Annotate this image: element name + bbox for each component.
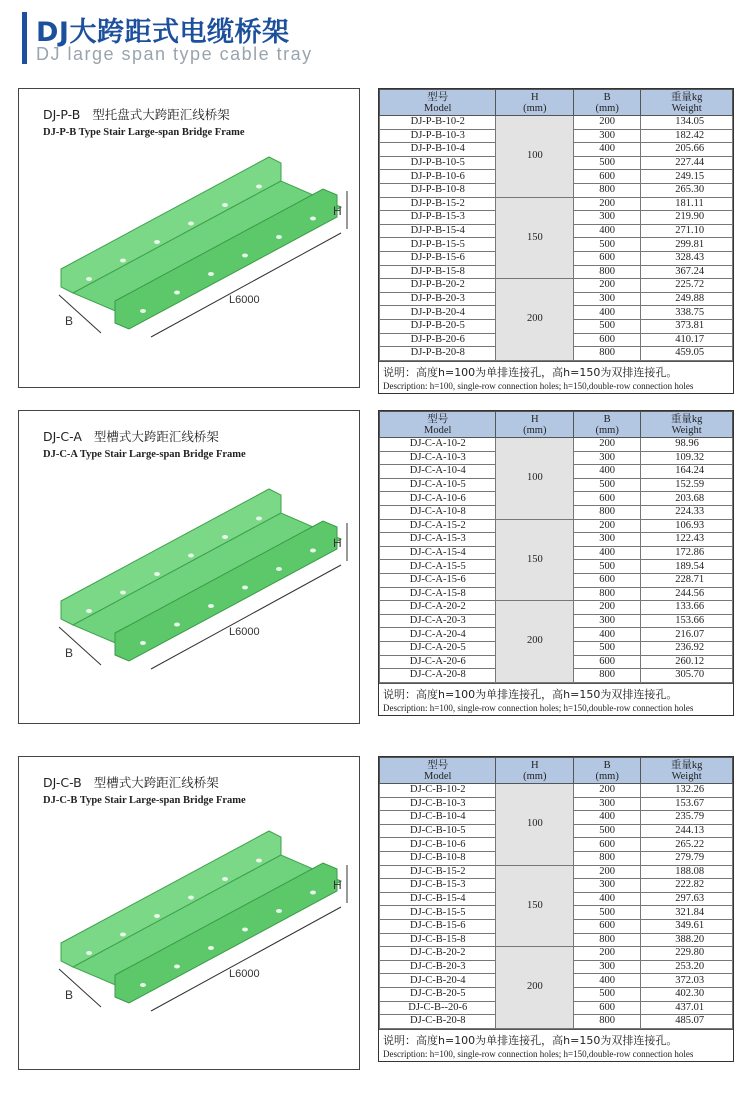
width-cell: 800: [574, 933, 641, 947]
product-name-cn: 型槽式大跨距汇线桥架: [93, 775, 219, 790]
model-cell: DJ-C-B-10-4: [380, 811, 496, 825]
header-line: Model: [424, 770, 452, 782]
width-cell: 500: [574, 560, 641, 574]
header-line: 重量kg: [670, 759, 703, 771]
header-line: Model: [424, 424, 452, 436]
model-cell: DJ-P-B-20-2: [380, 279, 496, 293]
cable-tray-drawing: [19, 89, 359, 387]
spec-table: [379, 411, 733, 683]
height-cell: 100: [496, 784, 574, 866]
weight-cell: 244.56: [641, 587, 733, 601]
width-cell: 300: [574, 533, 641, 547]
header-line: Weight: [671, 102, 702, 114]
weight-cell: 98.96: [641, 438, 733, 452]
connection-hole: [208, 946, 214, 950]
width-cell: 200: [574, 865, 641, 879]
col-weight-header: [641, 412, 733, 438]
weight-cell: 133.66: [641, 601, 733, 615]
width-cell: 300: [574, 797, 641, 811]
col-model-header: [380, 758, 496, 784]
connection-hole: [188, 896, 194, 900]
width-cell: 300: [574, 129, 641, 143]
connection-hole: [174, 623, 180, 627]
spec-table: [379, 89, 733, 361]
weight-cell: 153.66: [641, 614, 733, 628]
table-row: [380, 601, 733, 615]
width-cell: 600: [574, 919, 641, 933]
connection-hole: [242, 928, 248, 932]
connection-hole: [120, 259, 126, 263]
weight-cell: 182.42: [641, 129, 733, 143]
col-weight-header: [641, 758, 733, 784]
weight-cell: 349.61: [641, 919, 733, 933]
weight-cell: 122.43: [641, 533, 733, 547]
model-cell: DJ-C-B-15-4: [380, 892, 496, 906]
width-cell: 200: [574, 279, 641, 293]
connection-hole: [222, 203, 228, 207]
width-cell: 600: [574, 655, 641, 669]
page-title: DJ大跨距式电缆桥架: [36, 17, 290, 48]
model-cell: DJ-P-B-10-8: [380, 183, 496, 197]
header-line: H: [531, 759, 539, 771]
model-cell: DJ-P-B-10-3: [380, 129, 496, 143]
weight-cell: 459.05: [641, 347, 733, 361]
product-name-en: DJ-C-A Type Stair Large-span Bridge Frame: [43, 449, 246, 460]
table-row: [380, 438, 733, 452]
width-cell: 200: [574, 519, 641, 533]
width-label: B: [65, 314, 74, 328]
width-cell: 300: [574, 614, 641, 628]
header-line: H: [531, 413, 539, 425]
table-row: [380, 519, 733, 533]
connection-hole: [154, 572, 160, 576]
width-cell: 200: [574, 784, 641, 798]
weight-cell: 189.54: [641, 560, 733, 574]
width-cell: 300: [574, 879, 641, 893]
weight-cell: 132.26: [641, 784, 733, 798]
weight-cell: 279.79: [641, 851, 733, 865]
model-cell: DJ-P-B-15-5: [380, 238, 496, 252]
model-cell: DJ-C-B-20-2: [380, 947, 496, 961]
model-cell: DJ-C-B-20-3: [380, 960, 496, 974]
height-cell: 200: [496, 601, 574, 683]
width-cell: 500: [574, 238, 641, 252]
header-line: H: [531, 91, 539, 103]
width-cell: 200: [574, 438, 641, 452]
connection-hole: [188, 554, 194, 558]
width-cell: 300: [574, 211, 641, 225]
connection-hole: [276, 235, 282, 239]
width-cell: 800: [574, 505, 641, 519]
width-cell: 800: [574, 851, 641, 865]
model-cell: DJ-C-A-15-2: [380, 519, 496, 533]
note-cn: 说明：高度h=100为单排连接孔，高h=150为双排连接孔。: [383, 365, 678, 379]
weight-cell: 305.70: [641, 669, 733, 683]
table-header-row: [380, 90, 733, 116]
model-cell: DJ-C-A-20-3: [380, 614, 496, 628]
width-cell: 400: [574, 546, 641, 560]
model-cell: DJ-C-B-15-8: [380, 933, 496, 947]
model-cell: DJ-C-A-10-4: [380, 465, 496, 479]
model-cell: DJ-C-B-20-4: [380, 974, 496, 988]
weight-cell: 164.24: [641, 465, 733, 479]
connection-hole: [222, 877, 228, 881]
product-frame-dj-c-b: [18, 756, 360, 1070]
product-frame-dj-c-a: [18, 410, 360, 724]
height-cell: 150: [496, 197, 574, 279]
width-cell: 400: [574, 892, 641, 906]
col-h-header: [496, 90, 574, 116]
model-cell: DJ-C-A-15-3: [380, 533, 496, 547]
weight-cell: 219.90: [641, 211, 733, 225]
note-en: Description: h=100, single-row connection holes; h=150,double-row connection holes: [383, 1048, 694, 1059]
weight-cell: 249.88: [641, 292, 733, 306]
connection-hole: [86, 277, 92, 281]
cable-tray-drawing: [19, 411, 359, 723]
height-cell: 200: [496, 947, 574, 1029]
connection-hole: [140, 641, 146, 645]
model-cell: DJ-P-B-20-3: [380, 292, 496, 306]
width-cell: 800: [574, 1015, 641, 1029]
connection-hole: [310, 891, 316, 895]
length-label: L6000: [229, 294, 260, 306]
model-cell: DJ-C-A-10-6: [380, 492, 496, 506]
width-cell: 600: [574, 251, 641, 265]
model-cell: DJ-P-B-10-5: [380, 156, 496, 170]
width-label: B: [65, 646, 74, 660]
weight-cell: 253.20: [641, 960, 733, 974]
width-cell: 200: [574, 197, 641, 211]
weight-cell: 373.81: [641, 319, 733, 333]
col-b-header: [574, 412, 641, 438]
model-cell: DJ-C-B-10-5: [380, 824, 496, 838]
header-line: 重量kg: [670, 413, 703, 425]
model-cell: DJ-P-B-10-6: [380, 170, 496, 184]
spec-table: [379, 757, 733, 1029]
header-line: 型号: [427, 759, 449, 771]
weight-cell: 134.05: [641, 116, 733, 130]
table-header-row: [380, 412, 733, 438]
model-cell: DJ-C-B-15-5: [380, 906, 496, 920]
model-cell: DJ-C-B-15-3: [380, 879, 496, 893]
width-cell: 400: [574, 306, 641, 320]
col-h-header: [496, 758, 574, 784]
connection-hole: [256, 185, 262, 189]
weight-cell: 227.44: [641, 156, 733, 170]
height-cell: 100: [496, 438, 574, 520]
weight-cell: 260.12: [641, 655, 733, 669]
length-label: L6000: [229, 626, 260, 638]
table-row: [380, 116, 733, 130]
product-frame-dj-p-b: [18, 88, 360, 388]
height-label: H: [333, 536, 342, 550]
connection-hole: [222, 535, 228, 539]
weight-cell: 228.71: [641, 573, 733, 587]
model-cell: DJ-C-A-15-6: [380, 573, 496, 587]
model-cell: DJ-P-B-10-4: [380, 143, 496, 157]
model-cell: DJ-C-A-15-5: [380, 560, 496, 574]
model-cell: DJ-C-B-10-2: [380, 784, 496, 798]
weight-cell: 402.30: [641, 987, 733, 1001]
weight-cell: 216.07: [641, 628, 733, 642]
col-b-header: [574, 90, 641, 116]
col-h-header: [496, 412, 574, 438]
note-cn: 说明：高度h=100为单排连接孔，高h=150为双排连接孔。: [383, 1033, 678, 1047]
model-cell: DJ-C-A-10-3: [380, 451, 496, 465]
width-cell: 300: [574, 292, 641, 306]
width-cell: 500: [574, 906, 641, 920]
header-line: 型号: [427, 91, 449, 103]
weight-cell: 299.81: [641, 238, 733, 252]
width-cell: 500: [574, 987, 641, 1001]
table-row: [380, 865, 733, 879]
table-row: [380, 947, 733, 961]
model-cell: DJ-P-B-10-2: [380, 116, 496, 130]
width-cell: 400: [574, 143, 641, 157]
product-code: DJ-P-B: [43, 107, 81, 122]
header-line: B: [603, 91, 611, 103]
width-cell: 300: [574, 451, 641, 465]
header-line: (mm): [595, 770, 619, 782]
spec-table-dj-p-b: [378, 88, 734, 394]
table-note: [379, 361, 733, 393]
width-cell: 500: [574, 641, 641, 655]
width-cell: 200: [574, 116, 641, 130]
width-cell: 500: [574, 824, 641, 838]
weight-cell: 172.86: [641, 546, 733, 560]
product-name-cn: 型槽式大跨距汇线桥架: [93, 429, 219, 444]
spec-table-dj-c-b: [378, 756, 734, 1062]
product-name-en: DJ-P-B Type Stair Large-span Bridge Frame: [43, 127, 245, 138]
connection-hole: [310, 549, 316, 553]
col-model-header: [380, 412, 496, 438]
model-cell: DJ-C-A-20-5: [380, 641, 496, 655]
width-cell: 800: [574, 587, 641, 601]
model-cell: DJ-C-A-10-8: [380, 505, 496, 519]
model-cell: DJ-C-A-20-2: [380, 601, 496, 615]
model-cell: DJ-C-A-15-4: [380, 546, 496, 560]
model-cell: DJ-C-B-10-3: [380, 797, 496, 811]
model-cell: DJ-P-B-20-6: [380, 333, 496, 347]
product-name-cn: 型托盘式大跨距汇线桥架: [92, 107, 230, 122]
note-en: Description: h=100, single-row connection holes; h=150,double-row connection holes: [383, 702, 694, 713]
header-line: (mm): [595, 102, 619, 114]
width-cell: 200: [574, 601, 641, 615]
connection-hole: [242, 254, 248, 258]
connection-hole: [86, 951, 92, 955]
note-cn: 说明：高度h=100为单排连接孔，高h=150为双排连接孔。: [383, 687, 678, 701]
model-cell: DJ-P-B-15-3: [380, 211, 496, 225]
connection-hole: [154, 240, 160, 244]
connection-hole: [256, 517, 262, 521]
height-cell: 150: [496, 519, 574, 601]
weight-cell: 188.08: [641, 865, 733, 879]
spec-table-dj-c-a: [378, 410, 734, 716]
weight-cell: 109.32: [641, 451, 733, 465]
weight-cell: 321.84: [641, 906, 733, 920]
table-note: [379, 1029, 733, 1061]
connection-hole: [256, 859, 262, 863]
width-cell: 500: [574, 319, 641, 333]
weight-cell: 236.92: [641, 641, 733, 655]
width-label: B: [65, 988, 74, 1002]
model-cell: DJ-P-B-20-5: [380, 319, 496, 333]
table-note: [379, 683, 733, 715]
connection-hole: [174, 291, 180, 295]
model-cell: DJ-P-B-20-4: [380, 306, 496, 320]
weight-cell: 153.67: [641, 797, 733, 811]
note-en: Description: h=100, single-row connection holes; h=150,double-row connection holes: [383, 380, 694, 391]
col-weight-header: [641, 90, 733, 116]
connection-hole: [310, 217, 316, 221]
width-cell: 500: [574, 478, 641, 492]
weight-cell: 181.11: [641, 197, 733, 211]
width-cell: 300: [574, 960, 641, 974]
model-cell: DJ-C-A-20-6: [380, 655, 496, 669]
model-cell: DJ-P-B-15-2: [380, 197, 496, 211]
width-cell: 800: [574, 265, 641, 279]
model-cell: DJ-C-A-10-2: [380, 438, 496, 452]
connection-hole: [208, 604, 214, 608]
model-cell: DJ-P-B-15-4: [380, 224, 496, 238]
model-cell: DJ-C-A-20-8: [380, 669, 496, 683]
page-subtitle: DJ large span type cable tray: [36, 44, 313, 64]
weight-cell: 222.82: [641, 879, 733, 893]
weight-cell: 152.59: [641, 478, 733, 492]
model-cell: DJ-C-B--20-6: [380, 1001, 496, 1015]
weight-cell: 229.80: [641, 947, 733, 961]
product-code: DJ-C-B: [43, 775, 82, 790]
weight-cell: 265.22: [641, 838, 733, 852]
width-cell: 400: [574, 224, 641, 238]
header-line: (mm): [523, 770, 547, 782]
model-cell: DJ-C-B-20-5: [380, 987, 496, 1001]
col-model-header: [380, 90, 496, 116]
header-line: (mm): [595, 424, 619, 436]
table-row: [380, 784, 733, 798]
connection-hole: [174, 965, 180, 969]
connection-hole: [276, 909, 282, 913]
header-line: Model: [424, 102, 452, 114]
header-line: (mm): [523, 424, 547, 436]
weight-cell: 224.33: [641, 505, 733, 519]
weight-cell: 338.75: [641, 306, 733, 320]
height-cell: 150: [496, 865, 574, 947]
model-cell: DJ-P-B-20-8: [380, 347, 496, 361]
connection-hole: [120, 933, 126, 937]
connection-hole: [86, 609, 92, 613]
header-line: Weight: [671, 424, 702, 436]
weight-cell: 410.17: [641, 333, 733, 347]
table-header-row: [380, 758, 733, 784]
col-b-header: [574, 758, 641, 784]
connection-hole: [188, 222, 194, 226]
connection-hole: [140, 983, 146, 987]
table-row: [380, 279, 733, 293]
weight-cell: 297.63: [641, 892, 733, 906]
weight-cell: 265.30: [641, 183, 733, 197]
height-cell: 100: [496, 116, 574, 198]
connection-hole: [208, 272, 214, 276]
connection-hole: [154, 914, 160, 918]
height-label: H: [333, 878, 342, 892]
width-cell: 800: [574, 183, 641, 197]
header-line: (mm): [523, 102, 547, 114]
width-cell: 600: [574, 170, 641, 184]
table-row: [380, 197, 733, 211]
width-cell: 400: [574, 974, 641, 988]
weight-cell: 205.66: [641, 143, 733, 157]
width-cell: 200: [574, 947, 641, 961]
model-cell: DJ-C-B-10-6: [380, 838, 496, 852]
cable-tray-drawing: [19, 757, 359, 1069]
width-cell: 800: [574, 347, 641, 361]
width-cell: 400: [574, 628, 641, 642]
weight-cell: 372.03: [641, 974, 733, 988]
width-cell: 400: [574, 465, 641, 479]
header-line: Weight: [671, 770, 702, 782]
model-cell: DJ-P-B-15-8: [380, 265, 496, 279]
model-cell: DJ-C-A-10-5: [380, 478, 496, 492]
model-cell: DJ-P-B-15-6: [380, 251, 496, 265]
weight-cell: 203.68: [641, 492, 733, 506]
weight-cell: 244.13: [641, 824, 733, 838]
product-code: DJ-C-A: [43, 429, 82, 444]
width-cell: 600: [574, 573, 641, 587]
weight-cell: 225.72: [641, 279, 733, 293]
header-line: B: [603, 759, 611, 771]
width-cell: 600: [574, 492, 641, 506]
model-cell: DJ-C-B-20-8: [380, 1015, 496, 1029]
connection-hole: [276, 567, 282, 571]
weight-cell: 106.93: [641, 519, 733, 533]
width-cell: 600: [574, 838, 641, 852]
width-cell: 400: [574, 811, 641, 825]
weight-cell: 235.79: [641, 811, 733, 825]
header-line: 型号: [427, 413, 449, 425]
weight-cell: 485.07: [641, 1015, 733, 1029]
model-cell: DJ-C-A-20-4: [380, 628, 496, 642]
title-accent-bar: [22, 12, 27, 64]
header-line: B: [603, 413, 611, 425]
weight-cell: 437.01: [641, 1001, 733, 1015]
width-cell: 600: [574, 333, 641, 347]
connection-hole: [120, 591, 126, 595]
length-label: L6000: [229, 968, 260, 980]
height-label: H: [333, 204, 342, 218]
connection-hole: [140, 309, 146, 313]
model-cell: DJ-C-A-15-8: [380, 587, 496, 601]
weight-cell: 367.24: [641, 265, 733, 279]
model-cell: DJ-C-B-10-8: [380, 851, 496, 865]
height-cell: 200: [496, 279, 574, 361]
product-name-en: DJ-C-B Type Stair Large-span Bridge Frame: [43, 795, 246, 806]
header-line: 重量kg: [670, 91, 703, 103]
weight-cell: 328.43: [641, 251, 733, 265]
weight-cell: 388.20: [641, 933, 733, 947]
weight-cell: 271.10: [641, 224, 733, 238]
connection-hole: [242, 586, 248, 590]
weight-cell: 249.15: [641, 170, 733, 184]
model-cell: DJ-C-B-15-2: [380, 865, 496, 879]
width-cell: 600: [574, 1001, 641, 1015]
width-cell: 500: [574, 156, 641, 170]
width-cell: 800: [574, 669, 641, 683]
model-cell: DJ-C-B-15-6: [380, 919, 496, 933]
